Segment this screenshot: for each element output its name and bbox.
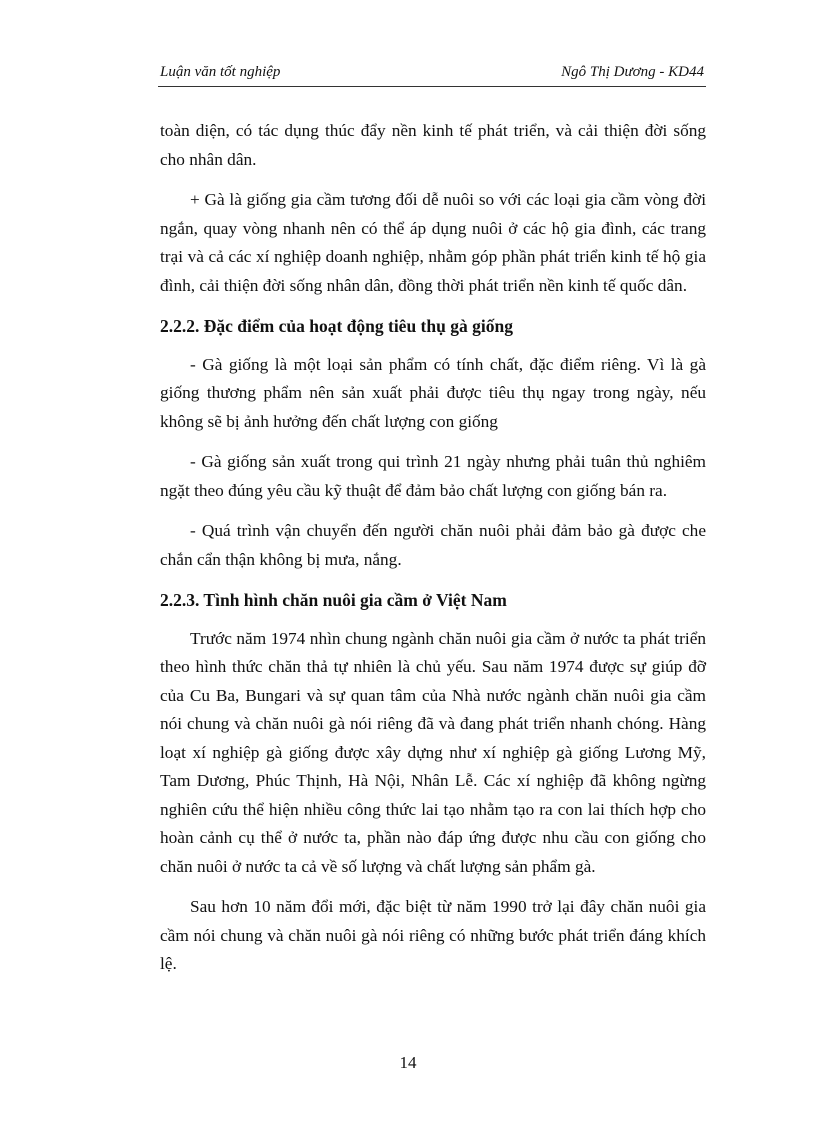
paragraph: - Gà giống là một loại sản phẩm có tính chất, đặc điểm riêng. Vì là gà giống thương phẩm nên sản xuất phải được tiêu thụ ngay trong ngày, nếu không sẽ bị ảnh hưởng đến chất lượng con giống (160, 354, 706, 431)
paragraph: - Gà giống sản xuất trong qui trình 21 ngày nhưng phải tuân thủ nghiêm ngặt theo đúng yêu cầu kỹ thuật để đảm bảo chất lượng con giống bán ra. (160, 452, 706, 500)
header-author: Ngô Thị Dương - KD44 (561, 64, 704, 80)
page-header (160, 64, 704, 86)
page-body (160, 117, 706, 991)
page-number: 14 (399, 1053, 417, 1072)
paragraph: Trước năm 1974 nhìn chung ngành chăn nuôi gia cầm ở nước ta phát triển theo hình thức chăn thả tự nhiên là chủ yếu. Sau năm 1974 được sự giúp đỡ của Cu Ba, Bungari và sự quan tâm của Nhà nước ngành chăn nuôi gia cầm nói chung và chăn nuôi gà nói riêng đã và đang phát triển nhanh chóng. Hàng loạt xí nghiệp gà giống được xây dựng như xí nghiệp gà giống Lương Mỹ, Tam Dương, Phúc Thịnh, Hà Nội, Nhân Lễ. Các xí nghiệp đã không ngừng nghiên cứu thể hiện nhiều công thức lai tạo nhằm tạo ra con lai thích hợp cho hoàn cảnh cụ thể ở nước ta, phần nào đáp ứng được nhu cầu con giống cho chăn nuôi ở nước ta cả về số lượng và chất lượng sản phẩm gà. (160, 628, 706, 876)
paragraph: toàn diện, có tác dụng thúc đẩy nền kinh tế phát triển, và cải thiện đời sống cho nhân dân. (160, 121, 706, 169)
paragraph: Sau hơn 10 năm đổi mới, đặc biệt từ năm 1990 trở lại đây chăn nuôi gia cầm nói chung và chăn nuôi gà nói riêng có những bước phát triển đáng khích lệ. (160, 897, 706, 973)
paragraph: + Gà là giống gia cầm tương đối dễ nuôi so với các loại gia cầm vòng đời ngắn, quay vòng nhanh nên có thể áp dụng nuôi ở các hộ gia đình, các trang trại và cả các xí nghiệp doanh nghiệp, nhằm góp phần phát triển kinh tế hộ gia đình, cải thiện đời sống nhân dân, đồng thời phát triển nền kinh tế quốc dân. (160, 190, 706, 295)
header-divider (158, 86, 706, 87)
header-thesis-label: Luận văn tốt nghiệp (160, 64, 281, 80)
section-heading: 2.2.3. Tình hình chăn nuôi gia cầm ở Việt Nam (160, 590, 507, 610)
paragraph: - Quá trình vận chuyển đến người chăn nuôi phải đảm bảo gà được che chắn cẩn thận không bị mưa, nắng. (160, 521, 706, 569)
section-heading: 2.2.2. Đặc điểm của hoạt động tiêu thụ gà giống (160, 316, 513, 336)
